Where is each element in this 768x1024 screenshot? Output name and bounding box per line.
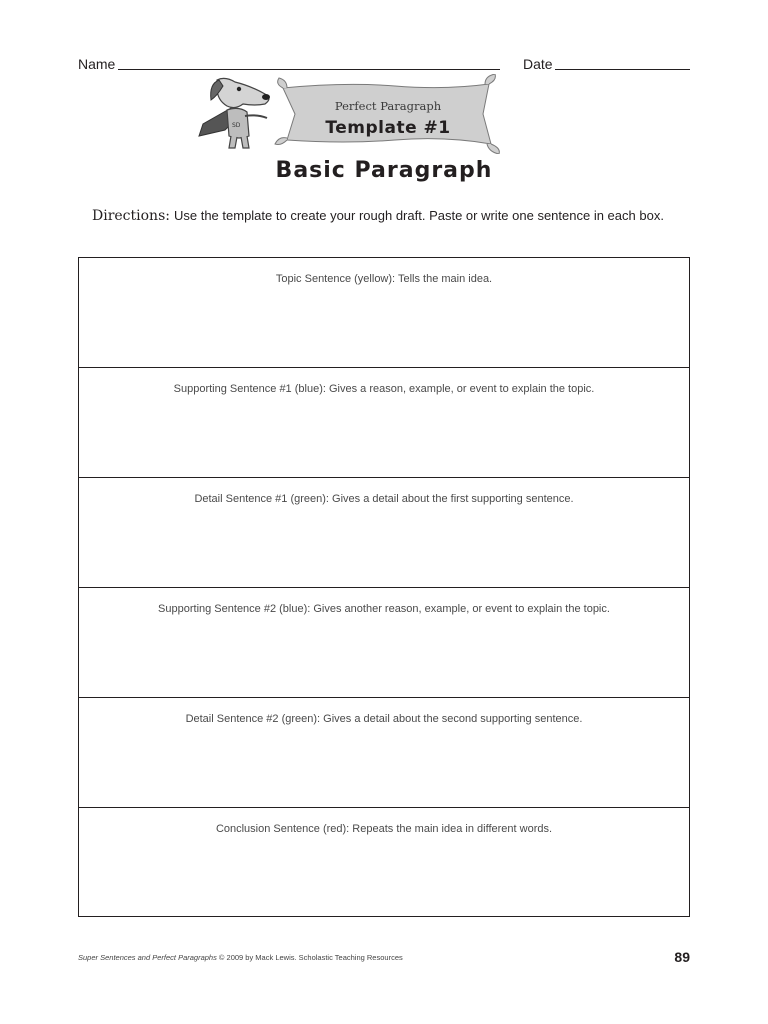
directions-label: Directions:	[92, 208, 170, 224]
page-title: Basic Paragraph	[275, 158, 493, 183]
conclusion-sentence-box[interactable]	[79, 808, 689, 918]
name-field[interactable]	[118, 69, 500, 70]
supporting-sentence-1-box[interactable]	[79, 368, 689, 478]
supporting-sentence-2-box[interactable]	[79, 588, 689, 698]
detail-sentence-2-box[interactable]	[79, 698, 689, 808]
footer-copyright: © 2009 by Mack Lewis. Scholastic Teaching Resources	[216, 953, 403, 962]
header-illustration	[195, 74, 505, 154]
superhero-dog-icon	[199, 78, 270, 148]
paragraph-template	[78, 257, 690, 917]
date-label: Date	[523, 56, 553, 72]
name-date-row	[78, 56, 690, 74]
detail-sentence-1-box[interactable]	[79, 478, 689, 588]
box-label: Detail Sentence #2 (green): Gives a detail about the second supporting sentence.	[185, 713, 583, 725]
directions	[92, 208, 712, 224]
scroll-banner-icon	[275, 74, 499, 154]
page-number: 89	[674, 949, 690, 965]
box-label: Supporting Sentence #2 (blue): Gives another reason, example, or event to explain the topic.	[158, 603, 610, 615]
box-label: Conclusion Sentence (red): Repeats the main idea in different words.	[215, 823, 553, 835]
box-label: Supporting Sentence #1 (blue): Gives a reason, example, or event to explain the topic.	[173, 383, 595, 395]
directions-text: Use the template to create your rough draft. Paste or write one sentence in each box.	[173, 208, 664, 223]
topic-sentence-box[interactable]	[79, 258, 689, 368]
svg-text:SD: SD	[232, 122, 241, 129]
footer-credit	[78, 953, 403, 962]
footer-book-title: Super Sentences and Perfect Paragraphs	[78, 953, 217, 962]
box-label: Topic Sentence (yellow): Tells the main idea.	[275, 273, 493, 285]
date-field[interactable]	[555, 69, 690, 70]
name-label: Name	[78, 56, 116, 72]
box-label: Detail Sentence #1 (green): Gives a detail about the first supporting sentence.	[194, 493, 574, 505]
banner-title: Template #1	[325, 118, 451, 138]
banner-subtitle: Perfect Paragraph	[334, 99, 442, 113]
